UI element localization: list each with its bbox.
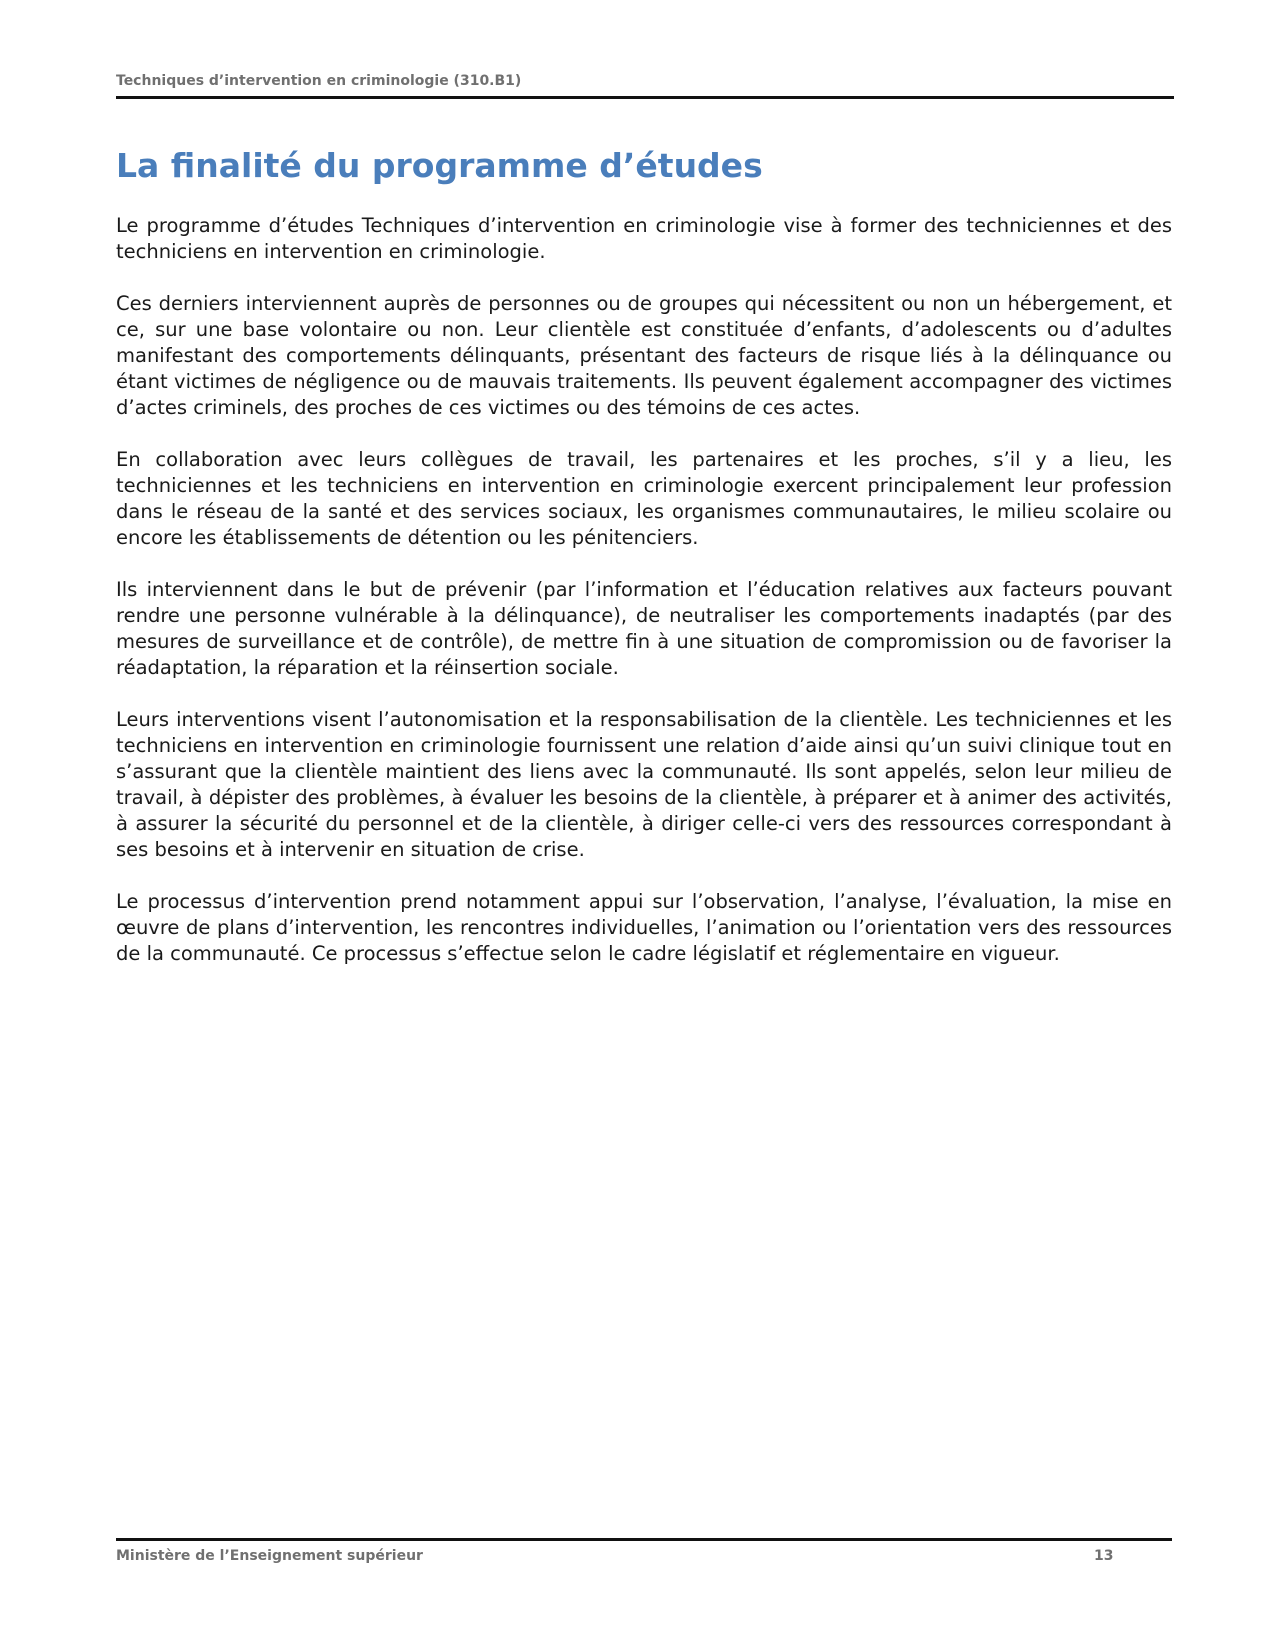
page-title: La finalité du programme d’études (116, 146, 763, 185)
running-header (116, 72, 1174, 99)
running-header-title: Techniques d’intervention en criminologie (310.B1) (116, 73, 522, 89)
paragraph-2: Ces derniers interviennent auprès de personnes ou de groupes qui nécessitent ou non un hébergement, et ce, sur une base volontaire ou non. Leur clientèle est constituée d’enfants, d’adolescents ou d’adultes manifestant des comportements délinquants, présentant des facteurs de risque liés à la délinquance ou étant victimes de négligence ou de mauvais traitements. Ils peuvent également accompagner des victimes d’actes criminels, des proches de ces victimes ou des témoins de ces actes. (116, 292, 1172, 419)
paragraph-6: Le processus d’intervention prend notamment appui sur l’observation, l’analyse, l’évaluation, la mise en œuvre de plans d’intervention, les rencontres individuelles, l’animation ou l’orientation vers des ressources de la communauté. Ce processus s’effectue selon le cadre législatif et réglementaire en vigueur. (116, 890, 1172, 965)
paragraph-4: Ils interviennent dans le but de prévenir (par l’information et l’éducation relatives aux facteurs pouvant rendre une personne vulnérable à la délinquance), de neutraliser les comportements inadaptés (par des mesures de surveillance et de contrôle), de mettre fin à une situation de compromission ou de favoriser la réadaptation, la réparation et la réinsertion sociale. (116, 578, 1172, 679)
paragraph-3: En collaboration avec leurs collègues de travail, les partenaires et les proches, s’il y a lieu, les techniciennes et les techniciens en intervention en criminologie exercent principalement leur profession dans le réseau de la santé et des services sociaux, les organismes communautaires, le milieu scolaire ou encore les établissements de détention ou les pénitenciers. (116, 448, 1172, 549)
paragraph-1: Le programme d’études Techniques d’intervention en criminologie vise à former des techniciennes et des techniciens en intervention en criminologie. (116, 214, 1172, 263)
body-text (116, 213, 1172, 993)
footer-publisher: Ministère de l’Enseignement supérieur (116, 1548, 423, 1564)
page-number: 13 (1094, 1548, 1114, 1564)
running-footer (116, 1538, 1172, 1571)
paragraph-5: Leurs interventions visent l’autonomisation et la responsabilisation de la clientèle. Les techniciennes et les techniciens en intervention en criminologie fournissent une relation d’aide ainsi qu’un suivi clinique tout en s’assurant que la clientèle maintient des liens avec la communauté. Ils sont appelés, selon leur milieu de travail, à dépister des problèmes, à évaluer les besoins de la clientèle, à préparer et à animer des activités, à assurer la sécurité du personnel et de la clientèle, à diriger celle-ci vers des ressources correspondant à ses besoins et à intervenir en situation de crise. (116, 708, 1172, 861)
